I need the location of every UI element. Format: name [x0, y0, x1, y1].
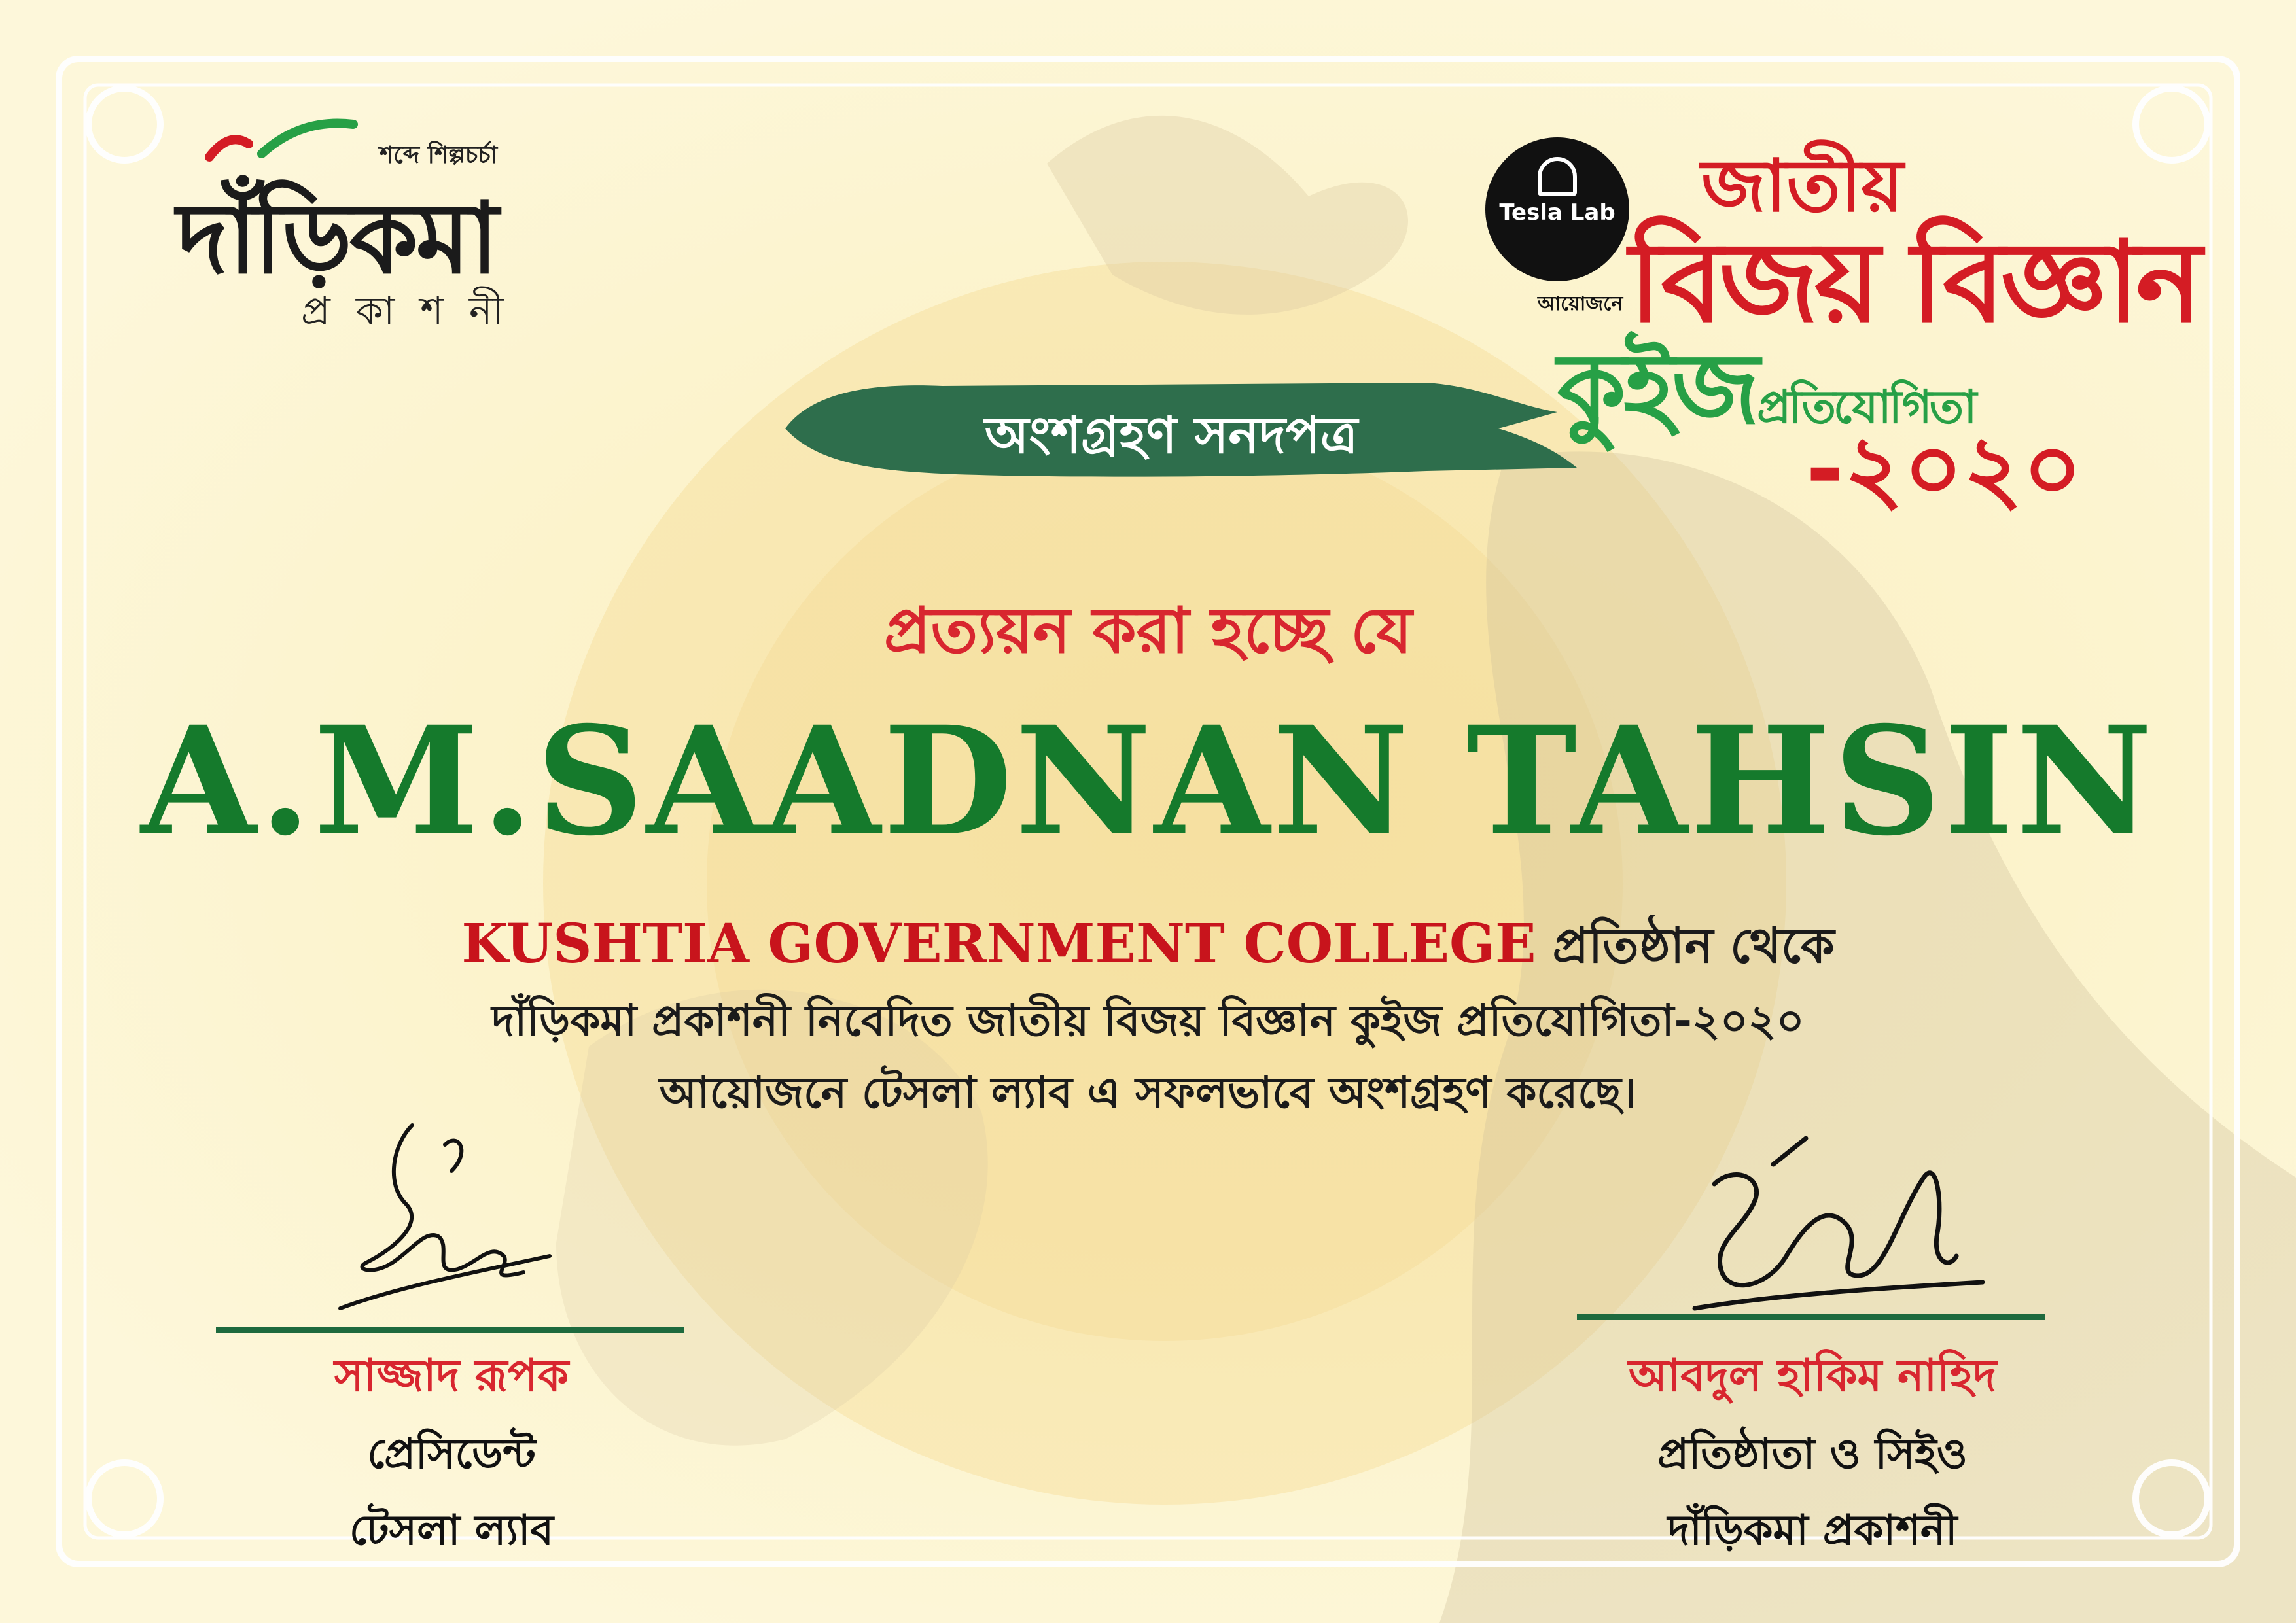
- publisher-tagline: শব্দে শিল্পচর্চা: [380, 142, 498, 169]
- signature-line-left: [216, 1327, 684, 1333]
- publisher-logo: [164, 118, 622, 353]
- signatory-left: [157, 1341, 746, 1569]
- certificate-banner: [772, 366, 1583, 491]
- publisher-subtitle: প্র কা শ নী: [301, 288, 510, 334]
- signatory-left-organisation: টেসলা ল্যাব: [349, 1507, 554, 1555]
- institution-suffix: প্রতিষ্ঠান থেকে: [1552, 918, 1835, 974]
- banner-title: অংশগ্রহণ সনদপত্র: [984, 406, 1358, 465]
- signatory-left-role: প্রেসিডেন্ট: [367, 1430, 536, 1478]
- body-text-line2: আয়োজনে টেসলা ল্যাব এ সফলভাবে অংশগ্রহণ করেছে।: [659, 1068, 1637, 1118]
- signatory-left-name: সাজ্জাদ রূপক: [334, 1350, 569, 1402]
- tesla-lab-logo-text: Tesla Lab: [1499, 200, 1616, 226]
- event-title-year: -২০২০: [1806, 416, 2083, 523]
- event-title-line1: জাতীয়: [1701, 144, 1904, 228]
- event-title-competition: প্রতিযোগিতা: [1757, 380, 1975, 434]
- signatory-right-organisation: দাঁড়িকমা প্রকাশনী: [1667, 1507, 1958, 1555]
- event-title-line2: বিজয় বিজ্ঞান: [1629, 218, 2199, 347]
- body-text-line1: দাঁড়িকমা প্রকাশনী নিবেদিত জাতীয় বিজয় বিজ্ঞান কুইজ প্রতিযোগিতা-২০২০: [491, 996, 1805, 1046]
- signature-left: [314, 1106, 563, 1328]
- event-title: [1557, 131, 2199, 523]
- event-title-quiz: কুইজ: [1557, 332, 1757, 446]
- institution-line: [0, 909, 2296, 990]
- publisher-title: দাঁড়িকমা: [177, 181, 497, 296]
- signature-right: [1675, 1125, 1989, 1335]
- signatory-right-role: প্রতিষ্ঠাতা ও সিইও: [1657, 1430, 1968, 1478]
- signatory-right: [1518, 1341, 2107, 1569]
- organised-by-label: আয়োজনে: [1538, 292, 1623, 315]
- institution-name: KUSHTIA GOVERNMENT COLLEGE: [461, 913, 1536, 975]
- certify-text: প্রত্যয়ন করা হচ্ছে যে: [883, 594, 1413, 667]
- brush-swoosh-icon: [203, 118, 373, 170]
- recipient-name: A.M.SAADNAN TAHSIN: [141, 693, 2155, 869]
- signatory-right-name: আবদুল হাকিম নাহিদ: [1628, 1350, 1997, 1402]
- signature-line-right: [1577, 1314, 2045, 1320]
